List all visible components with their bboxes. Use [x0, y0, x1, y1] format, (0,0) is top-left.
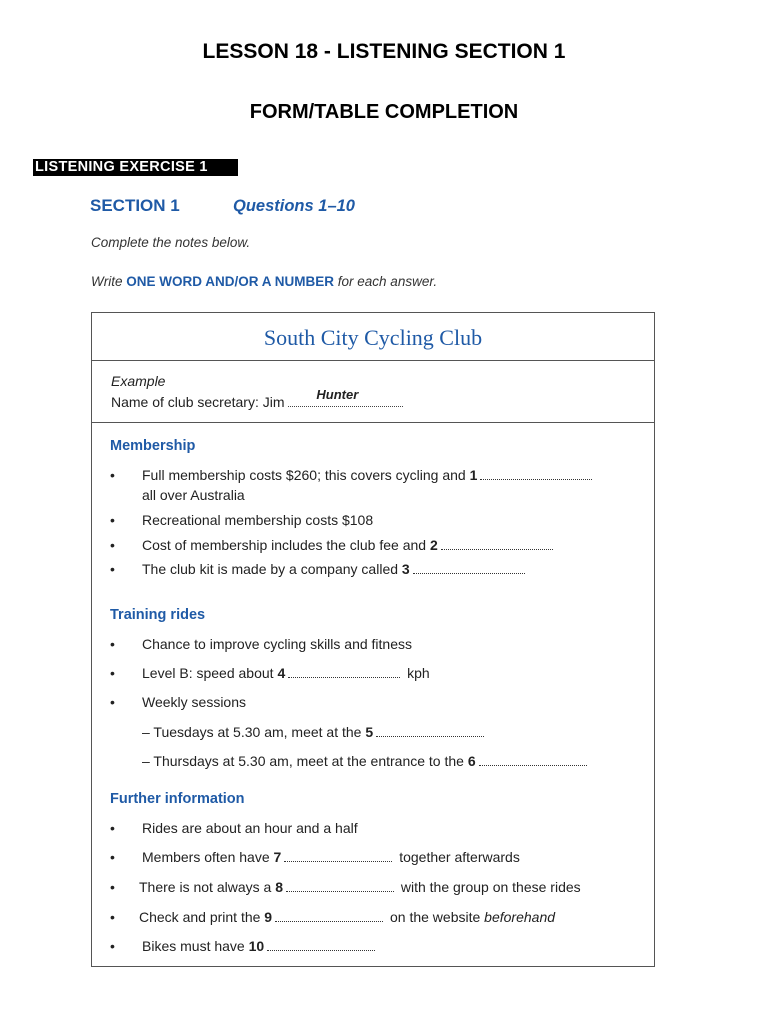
further-item-2: Members often have 7 together afterwards — [142, 849, 520, 865]
bullet: • — [110, 636, 115, 652]
training-item-1: Chance to improve cycling skills and fitness — [142, 636, 413, 652]
example-text — [111, 387, 403, 410]
notes-form — [91, 312, 655, 967]
training-item-2: Level B: speed about 4 kph — [142, 665, 430, 681]
answer-blank-9[interactable] — [275, 912, 383, 922]
further-item-1: Rides are about an hour and a half — [142, 820, 358, 836]
answer-blank-7[interactable] — [284, 852, 392, 862]
answer-blank-5[interactable] — [376, 727, 484, 737]
example-answer-blank — [288, 387, 403, 407]
question-number-6: 6 — [467, 753, 476, 769]
answer-blank-4[interactable] — [288, 668, 400, 678]
bullet: • — [110, 537, 115, 553]
membership-item-3: Cost of membership includes the club fee and 2 — [142, 537, 556, 553]
answer-blank-8[interactable] — [286, 882, 394, 892]
example-label: Example — [111, 373, 166, 389]
further-item-5: Bikes must have 10 — [142, 938, 378, 954]
page-subtitle: FORM/TABLE COMPLETION — [249, 101, 519, 123]
question-number-4: 4 — [277, 665, 286, 681]
question-number-5: 5 — [365, 724, 374, 740]
instruction-complete: Complete the notes below. — [91, 235, 251, 250]
training-item-3: Weekly sessions — [142, 694, 247, 710]
example-row — [92, 361, 654, 423]
instruction-write — [91, 274, 437, 289]
question-number-7: 7 — [273, 849, 282, 865]
bullet: • — [110, 849, 115, 865]
example-question: Name of club secretary: Jim — [111, 394, 285, 410]
bullet: • — [110, 938, 115, 954]
question-number-2: 2 — [429, 537, 438, 553]
example-answer: Hunter — [316, 387, 359, 402]
question-number-1: 1 — [469, 467, 478, 483]
further-item-3: There is not always a 8 with the group on these rides — [139, 879, 581, 895]
membership-item-1: Full membership costs $260; this covers cycling and 1 — [142, 467, 595, 483]
answer-blank-6[interactable] — [479, 756, 587, 766]
heading-membership: Membership — [110, 438, 196, 454]
answer-blank-10[interactable] — [267, 941, 375, 951]
form-title-row — [92, 313, 654, 361]
exercise-label: LISTENING EXERCISE 1 — [33, 159, 238, 176]
heading-further-information: Further information — [110, 791, 245, 807]
answer-blank-3[interactable] — [413, 564, 525, 574]
questions-range: Questions 1–10 — [233, 197, 355, 215]
bullet: • — [110, 909, 115, 925]
further-item-4: Check and print the 9 on the website beforehand — [139, 909, 556, 925]
training-item-4: – Tuesdays at 5.30 am, meet at the 5 — [142, 724, 487, 740]
membership-item-2: Recreational membership costs $108 — [142, 512, 374, 528]
bullet: • — [110, 561, 115, 577]
instruction-word-limit: ONE WORD AND/OR A NUMBER — [126, 274, 335, 289]
form-title: South City Cycling Club — [263, 325, 483, 350]
instruction-write-pre: Write — [91, 274, 123, 289]
question-number-3: 3 — [401, 561, 410, 577]
question-number-8: 8 — [275, 879, 283, 895]
section-label: SECTION 1 — [90, 196, 180, 215]
page-title: LESSON 18 - LISTENING SECTION 1 — [202, 40, 566, 63]
membership-item-1-continued: all over Australia — [142, 487, 245, 503]
bullet: • — [110, 467, 115, 483]
bullet: • — [110, 665, 115, 681]
bullet: • — [110, 512, 115, 528]
membership-item-4: The club kit is made by a company called 3 — [142, 561, 528, 577]
bullet: • — [110, 820, 115, 836]
question-number-10: 10 — [248, 938, 265, 954]
answer-blank-2[interactable] — [441, 540, 553, 550]
bullet: • — [110, 879, 115, 895]
bullet: • — [110, 694, 115, 710]
heading-training-rides: Training rides — [110, 607, 206, 623]
training-item-5: – Thursdays at 5.30 am, meet at the entrance to the 6 — [142, 753, 590, 769]
instruction-write-post: for each answer. — [337, 274, 438, 289]
answer-blank-1[interactable] — [480, 470, 592, 480]
question-number-9: 9 — [264, 909, 273, 925]
